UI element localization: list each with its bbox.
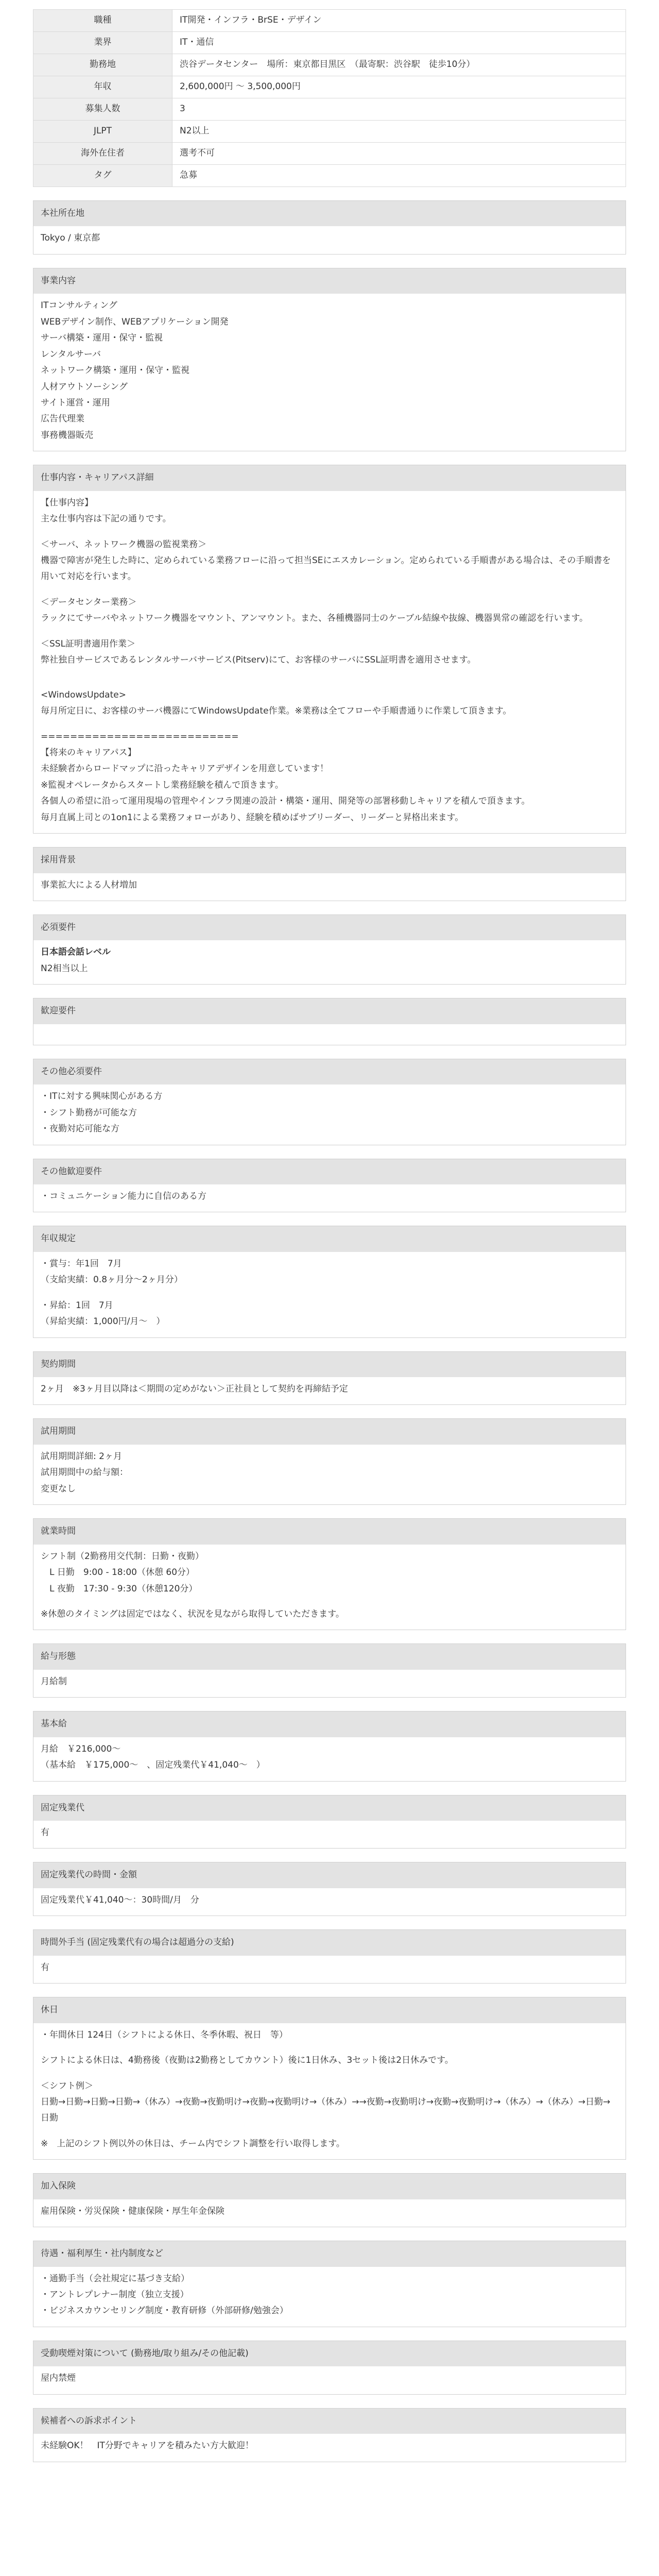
candidate-appeal-section [33,2408,626,2462]
base-salary-heading: 基本給 [33,1711,626,1737]
other-required-body [33,1084,626,1144]
summary-row [33,98,626,121]
text-line: 機器で障害が発生した時に、定められている業務フローに沿って担当SEにエスカレーション。定められている手順書がある場合は、その手順書を用いて対応を行います。 [41,555,611,582]
text-line: （基本給 ￥175,000～ 、固定残業代￥41,040～ ） [41,1760,265,1771]
text-line: ・夜勤対応可能な方 [41,1124,119,1134]
text-line: 未経験OK！ IT分野でキャリアを積みたい方大歓迎！ [41,2441,254,2451]
text-line: サーバ構築・運用・保守・監視 [41,333,163,344]
fixed-overtime-detail-body [33,1888,626,1916]
text-line: 試用期間詳細: 2ヶ月 [41,1451,122,1462]
text-line: ・ビジネスカウンセリング制度・教育研修（外部研修/勉強会） [41,2306,288,2316]
spacer [41,2043,618,2053]
preferred-skills-body [33,1024,626,1045]
text-line: 屋内禁煙 [41,2373,76,2384]
holidays-section [33,1997,626,2160]
spacer [41,669,618,678]
overtime-allowance-body [33,1956,626,1983]
text-line: 弊社独自サービスであるレンタルサーバサービス(Pitserv)にて、お客様のサーバにSSL証明書を適用させます。 [41,655,476,666]
head-office-location-heading: 本社所在地 [33,201,626,226]
fixed-overtime-heading: 固定残業代 [33,1795,626,1821]
text-line: 【仕事内容】 [41,497,93,508]
candidate-appeal-heading: 候補者への訴求ポイント [33,2409,626,2434]
text-line: 【将来のキャリアパス】 [41,747,136,758]
other-required-heading: その他必須要件 [33,1059,626,1084]
fixed-overtime-body [33,1821,626,1848]
summary-label: 職種 [33,10,172,32]
preferred-skills-heading: 歓迎要件 [33,998,626,1024]
summary-row [33,32,626,54]
spacer [41,1597,618,1606]
summary-value: 選考不可 [172,143,626,165]
contract-period-heading: 契約期間 [33,1352,626,1377]
base-salary-body [33,1737,626,1781]
text-line: ＜データセンター業務＞ [41,597,137,607]
text-line: ・通勤手当（会社規定に基づき支給） [41,2273,189,2284]
summary-label: タグ [33,165,172,187]
other-preferred-body [33,1184,626,1212]
text-line: 2ヶ月 ※3ヶ月目以降は＜期間の定めがない＞正社員として契約を再締結予定 [41,1384,348,1394]
spacer [41,678,618,687]
text-line: ＜SSL証明書適用作業＞ [41,638,136,649]
text-line: 試用期間中の給与額： [41,1467,128,1478]
text-line: 事務機器販売 [41,430,93,440]
smoking-policy-section [33,2341,626,2395]
summary-label: 年収 [33,76,172,98]
overtime-allowance-section [33,1929,626,1984]
summary-label: 勤務地 [33,54,172,76]
trial-period-body [33,1445,626,1504]
required-skills-body [33,940,626,984]
text-line: 変更なし [41,1483,76,1494]
summary-label: JLPT [33,121,172,143]
business-content-heading: 事業内容 [33,268,626,294]
holidays-body [33,2023,626,2160]
text-line: 日勤→日勤→日勤→日勤→（休み）→夜勤→夜勤明け→夜勤→夜勤明け→（休み）→→夜勤→夜勤明け→夜勤→夜勤明け→（休み）→（休み）→日勤→日勤 [41,2096,611,2124]
text-line: 有 [41,1962,49,1973]
base-salary-section [33,1711,626,1781]
insurance-section [33,2173,626,2227]
job-detail-page [33,0,626,2462]
text-line: ＜サーバ、ネットワーク機器の監視業務＞ [41,539,207,550]
text-line: 人材アウトソーシング [41,381,128,392]
summary-label: 募集人数 [33,98,172,121]
text-line: ※ 上記のシフト例以外の休日は、チーム内でシフト調整を行い取得します。 [41,2138,345,2149]
benefits-body [33,2267,626,2327]
job-description-heading: 仕事内容・キャリアパス詳細 [33,465,626,490]
text-line: 月給 ￥216,000～ [41,1743,121,1754]
text-line: ITコンサルティング [41,300,117,311]
text-line: シフト制（2勤務用交代制：日勤・夜勤） [41,1551,204,1562]
text-line: レンタルサーバ [41,349,101,360]
preferred-skills-section [33,998,626,1045]
pay-form-section [33,1643,626,1698]
hiring-background-heading: 採用背景 [33,848,626,873]
summary-row [33,143,626,165]
spacer [41,528,618,537]
hiring-background-body [33,873,626,901]
summary-value: 急募 [172,165,626,187]
text-line: ・年間休日 124日（シフトによる休日、冬季休暇、祝日 等） [41,2029,288,2040]
contract-period-section [33,1351,626,1405]
fixed-overtime-detail-heading: 固定残業代の時間・金額 [33,1862,626,1888]
overtime-allowance-heading: 時間外手当 (固定残業代有の場合は超過分の支給) [33,1930,626,1955]
summary-value: 渋谷データセンター 場所：東京都目黒区 （最寄駅：渋谷駅 徒歩10分） [172,54,626,76]
text-line: 各個人の希望に沿って運用現場の管理やインフラ関連の設計・構築・運用、開発等の部署移動しキャリアを積んで頂きます。 [41,796,530,807]
text-line: 毎月所定日に、お客様のサーバ機器にてWindowsUpdate作業。※業務は全てフローや手順書通りに作業して頂きます。 [41,706,512,717]
text-line: 事業拡大による人材増加 [41,879,137,890]
spacer [41,2127,618,2136]
salary-rules-heading: 年収規定 [33,1226,626,1251]
text-line: 有 [41,1827,49,1838]
summary-value: IT開発・インフラ・BrSE・デザイン [172,10,626,32]
head-office-location-section [33,200,626,255]
text-line: ＜シフト例＞ [41,2080,93,2091]
text-line: （支給実績：0.8ヶ月分～2ヶ月分） [41,1275,183,1285]
summary-row [33,165,626,187]
holidays-heading: 休日 [33,1997,626,2023]
trial-period-section [33,1418,626,1505]
summary-value: IT・通信 [172,32,626,54]
trial-period-heading: 試用期間 [33,1419,626,1444]
business-content-body [33,294,626,451]
working-hours-heading: 就業時間 [33,1519,626,1544]
text-line: 日本語会話レベル [41,947,111,958]
other-required-section [33,1059,626,1145]
job-summary-table [33,9,626,187]
text-line: L 日勤 9:00 - 18:00（休憩 60分） [41,1567,195,1578]
hiring-background-section [33,847,626,901]
spacer [41,720,618,729]
job-description-section [33,465,626,834]
salary-rules-body [33,1252,626,1337]
insurance-body [33,2199,626,2227]
text-line: シフトによる休日は、4勤務後（夜勤は2勤務としてカウント）後に1日休み、3セット後は2日休みです。 [41,2055,454,2066]
pay-form-heading: 給与形態 [33,1644,626,1669]
summary-label: 業界 [33,32,172,54]
text-line: ・賞与：年1回 7月 [41,1258,122,1269]
text-line: =========================== [41,731,239,742]
salary-rules-section [33,1226,626,1337]
pay-form-body [33,1670,626,1697]
fixed-overtime-detail-section [33,1862,626,1916]
text-line: WEBデザイン制作、WEBアプリケーション開発 [41,316,229,327]
text-line: N2相当以上 [41,963,88,974]
summary-row [33,54,626,76]
text-line: ・昇給：1回 7月 [41,1300,113,1311]
job-description-body [33,491,626,833]
other-preferred-heading: その他歓迎要件 [33,1159,626,1184]
text-line: 広告代理業 [41,414,84,425]
spacer [41,2069,618,2078]
working-hours-body [33,1545,626,1630]
spacer [41,627,618,636]
summary-value: 3 [172,98,626,121]
other-preferred-section [33,1159,626,1213]
benefits-section [33,2241,626,2327]
text-line: ネットワーク構築・運用・保守・監視 [41,365,189,376]
summary-value: N2以上 [172,121,626,143]
summary-value: 2,600,000円 ～ 3,500,000円 [172,76,626,98]
smoking-policy-heading: 受動喫煙対策について (勤務地/取り組み/その他記載) [33,2341,626,2366]
text-line: ※監視オペレータからスタートし業務経験を積んで頂きます。 [41,779,284,790]
working-hours-section [33,1518,626,1630]
benefits-heading: 待遇・福利厚生・社内制度など [33,2241,626,2266]
candidate-appeal-body [33,2434,626,2461]
head-office-location-body [33,226,626,253]
text-line: ・ITに対する興味関心がある方 [41,1091,163,1102]
summary-row [33,121,626,143]
business-content-section [33,268,626,451]
summary-label: 海外在住者 [33,143,172,165]
required-skills-section [33,914,626,985]
insurance-heading: 加入保険 [33,2174,626,2199]
fixed-overtime-section [33,1795,626,1849]
required-skills-heading: 必須要件 [33,915,626,940]
text-line: ※休憩のタイミングは固定ではなく、状況を見ながら取得していただきます。 [41,1608,344,1619]
text-line: 未経験者からロードマップに沿ったキャリアデザインを用意しています！ [41,764,329,774]
text-line: 固定残業代￥41,040～：30時間/月 分 [41,1894,199,1905]
text-line: ・コミュニケーション能力に自信のある方 [41,1191,206,1201]
text-line: ・シフト勤務が可能な方 [41,1107,137,1118]
spacer [41,585,618,595]
text-line: ラックにてサーバやネットワーク機器をマウント、アンマウント。また、各種機器同士のケーブル結線や抜線、機器異常の確認を行います。 [41,613,588,624]
spacer [41,1289,618,1298]
text-line: 毎月直属上司との1on1による業務フォローがあり、経験を積めばサブリーダー、リーダーと昇格出来ます。 [41,812,464,823]
text-line: L 夜勤 17:30 - 9:30（休憩120分） [41,1583,198,1594]
text-line: Tokyo / 東京都 [41,233,100,244]
text-line: 主な仕事内容は下記の通りです。 [41,514,171,524]
text-line: （昇給実績：1,000円/月～ ） [41,1316,165,1327]
text-line: 雇用保険・労災保険・健康保険・厚生年金保険 [41,2206,224,2216]
summary-row [33,76,626,98]
text-line: 月給制 [41,1676,67,1687]
text-line: サイト運営・運用 [41,397,110,408]
smoking-policy-body [33,2366,626,2394]
contract-period-body [33,1377,626,1404]
summary-row [33,10,626,32]
text-line: ・アントレプレナー制度（独立支援） [41,2290,189,2300]
text-line: <WindowsUpdate> [41,689,126,700]
